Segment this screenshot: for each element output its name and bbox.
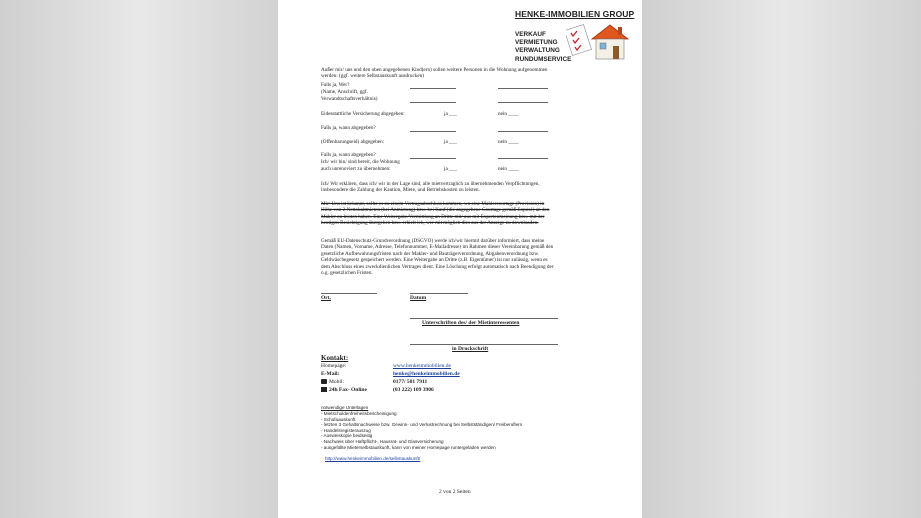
datum-label: Datum (410, 295, 427, 301)
ort-line (321, 293, 377, 294)
mobil-label: Mobil: (329, 379, 344, 385)
fax-row (321, 387, 367, 394)
wann-line-1b (498, 131, 548, 132)
answer-ja-2[interactable]: ja ___ (444, 139, 457, 145)
fax-number: (03 222) 109 3906 (393, 387, 434, 393)
question-eidesstattlich: Eidesstattliche Versicherung abgegeben: (321, 111, 405, 117)
unterlage-item: - Handelsregisterauszug (321, 427, 371, 433)
gdpr-line-2: Daten (Namen, Vorname, Adresse, Telefonnummer, E-Mailadresse) im Rahmen dieser Vereinbarung gemäß den (321, 244, 554, 250)
persons-line-1b (498, 88, 548, 89)
gdpr-line-6: o.g. gesetzlichen Fristen. (321, 270, 373, 276)
answer-nein-1[interactable]: nein ____ (498, 111, 519, 117)
mobil-row (321, 379, 344, 386)
selbstauskunft-link[interactable]: http://www.henkeimmobilien.de/selbstauskunft/ (325, 456, 421, 461)
unterlage-item: - Ausweiskopie beidseitig (321, 433, 373, 439)
datum-line (410, 293, 468, 294)
kontakt-title: Kontakt: (321, 354, 349, 362)
page-number: 2 von 2 Seiten (439, 489, 471, 495)
druckschrift-line (410, 344, 558, 345)
service-verkauf: VERKAUF (515, 31, 546, 38)
service-rundumservice: RUNDUMSERVICE (515, 55, 572, 63)
fax-icon (321, 387, 327, 392)
services-list (515, 31, 571, 64)
unterlage-item: - ausgefüllte Mieterselbstauskunft, kann von meiner Homepage runtergeladen werden (321, 444, 496, 450)
declaration-line-1: Ich/ Wir erklären, dass ich/ wir in der Lage sind, alle mietvertraglich zu übernehmenden Verpflichtungen, (321, 181, 540, 187)
persons-question: Falls ja, Wer? (321, 82, 350, 88)
wann-line-1a (410, 131, 456, 132)
gdpr-line-4: Geldwäschegesetz gespeichert werden. Eine Weitergabe an Dritte (z.B. Eigentümer) ist nur zulässig, wenn es (321, 257, 548, 263)
persons-hint-1: (Name, Anschrift, ggf. (321, 89, 368, 95)
question-bereit-1: Ich/ wir bin/ sind bereit, die Wohnung (321, 159, 400, 165)
gdpr-line-3: gesetzliche Aufbewahrungsfristen nach der Makler- und Bauträgerverordnung, Abgabenverordnung bzw. (321, 251, 539, 257)
unterlagen-title: notwendige Unterlagen (321, 405, 369, 410)
background-left (0, 0, 278, 518)
question-bereit-2: auch unrenoviert zu übernehmen: (321, 166, 391, 172)
homepage-label: Homepage: (321, 363, 347, 369)
persons-hint-2: Verwandtschaftsverhältnis) (321, 96, 378, 102)
background-right (642, 0, 921, 518)
struck-line-1: Mir/ Uns ist bekannt, sollte es zu einem Vertragsabschluss kommen, wo eine Maklercourtage (Provision) in (321, 201, 545, 207)
unterlage-item: - Mietschuldenfreiheitsbescheinigung (321, 411, 397, 416)
struck-line-2: Höhe von 2 Nettokaltmieten (bei Anmietung) bzw. bei Kauf (die angegebene Courtage gemäß Exposé) an den (321, 207, 550, 213)
persons-line-2a (410, 102, 456, 103)
wann-line-2a (410, 158, 456, 159)
service-vermietung: VERMIETUNG (515, 39, 558, 47)
ort-label: Ort, (321, 295, 331, 301)
mobil-number: 0177/ 501 7911 (393, 379, 428, 385)
question-wann-2: Falls ja, wann abgegeben? (321, 152, 376, 158)
intro-line-1: Außer mir/ uns und den oben angegebenen Kind(ern) sollen weitere Personen in die Wohnung aufgenommen (321, 67, 548, 73)
answer-ja-3[interactable]: ja ___ (444, 166, 457, 172)
phone-icon (321, 379, 327, 384)
declaration-line-2: insbesondere die Zahlung der Kaution, Miete, und Betriebskosten zu leisten. (321, 187, 480, 193)
intro-line-2: werden: (ggf. weitere Selbstauskunft ausdrucken) (321, 73, 424, 79)
question-offenbarung: (Offenbarungseid) abgegeben: (321, 139, 385, 145)
struck-line-4: heutigen Besichtigung übergeben bzw. erhielt ich, wer mit möglich dies aus der Anzeige zu downloaden. (321, 220, 539, 226)
gdpr-line-5: dem Abschluss eines zweckdienlichen Vertrages dient. Eine Löschung erfolgt automatisch nach Beendigung der (321, 264, 554, 270)
unterlagen-list (321, 411, 522, 450)
answer-ja-1[interactable]: ja ___ (444, 111, 457, 117)
unterschriften-label: Unterschriften des/ der Mietinteressenten (422, 320, 520, 326)
email-link[interactable]: henke@henkeimmobilien.de (393, 371, 460, 377)
wann-line-2b (498, 158, 548, 159)
gdpr-line-1: Gemäß EU-Datenschutz-Grundverordnung (DSGVO) werde ich/wir hiermit darüber informiert, dass meine (321, 238, 545, 244)
house-logo-icon (566, 19, 632, 63)
struck-line-3: Makler zu leisten haben. Eine Weitergabe/Vermittlung an Dritte mit/ aus mit Expertenmeinung bzw. mit der (321, 214, 545, 220)
unterlage-item: - Schufaauskunft (321, 416, 356, 422)
document-page (278, 0, 642, 518)
homepage-link[interactable]: www.henkeimmobilien.de (393, 363, 451, 369)
service-verwaltung: VERWALTUNG (515, 47, 560, 55)
druckschrift-label: in Druckschrift (452, 346, 489, 352)
company-name: HENKE-IMMOBILIEN GROUP (515, 9, 635, 19)
persons-line-1a (410, 88, 456, 89)
question-wann-1: Falls ja, wann abgegeben? (321, 125, 376, 131)
answer-nein-2[interactable]: nein ____ (498, 139, 519, 145)
unterlage-item: - letzten 3 Gehaltsnachweise bzw. Gewinn- und Verlustrechnung bei Selbstständigen/ Freiberuflern (321, 422, 523, 428)
unterlage-item: - Nachweis über Haftpflicht-, Hausrat- und Glasversicherung (321, 438, 444, 444)
unterschrift-line (410, 318, 558, 319)
email-label: E-Mail: (321, 371, 340, 377)
persons-line-2b (498, 102, 548, 103)
fax-label: 24h Fax- Online (329, 387, 367, 393)
answer-nein-3[interactable]: nein ____ (498, 166, 519, 172)
